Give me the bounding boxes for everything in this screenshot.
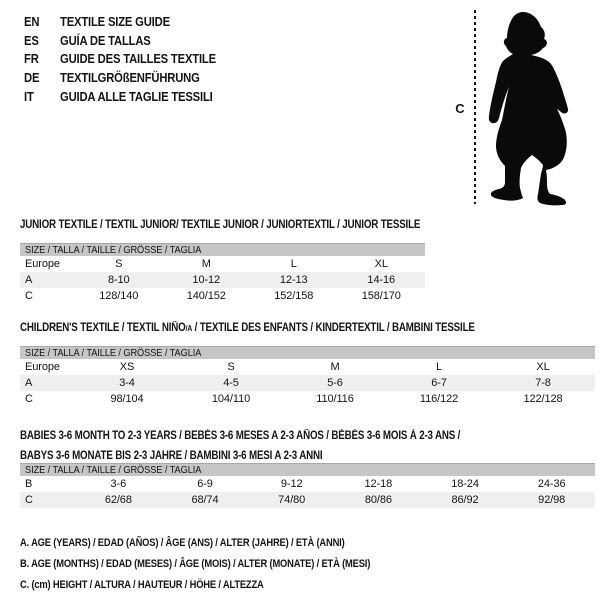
guide-title: TEXTILGRÖßENFÜHRUNG <box>60 71 200 86</box>
table-row <box>20 359 595 375</box>
table-cell: 158/170 <box>361 290 401 302</box>
row-label: Europe <box>25 258 60 270</box>
table-cell: M <box>330 361 340 373</box>
row-label: A <box>25 274 33 286</box>
row-label: C <box>25 494 33 506</box>
legend-footnotes <box>20 533 432 596</box>
table-cell: 18-24 <box>451 478 479 490</box>
children-title-text: CHILDREN'S TEXTILE / TEXTIL NIÑO <box>20 322 186 334</box>
table-cell: 24-36 <box>537 478 566 490</box>
table-cell: L <box>435 361 443 373</box>
height-measure-dashed-line <box>474 10 476 204</box>
junior-section-title: JUNIOR TEXTILE / TEXTIL JUNIOR/ TEXTILE JUNIOR / JUNIORTEXTIL / JUNIOR TESSILE <box>20 219 421 231</box>
table-cell: S <box>115 258 123 270</box>
table-cell: 128/140 <box>99 290 139 302</box>
language-code: FR <box>24 52 39 67</box>
table-cell: 9-12 <box>280 478 303 490</box>
table-cell: 116/122 <box>419 393 459 405</box>
table-cell: XL <box>536 361 550 373</box>
table-cell: 86/92 <box>451 494 479 506</box>
guide-title: GUIDA ALLE TAGLIE TESSILI <box>60 89 213 104</box>
list-item <box>24 87 233 106</box>
guide-title: TEXTILE SIZE GUIDE <box>60 15 170 30</box>
language-code: EN <box>24 15 40 30</box>
list-item <box>24 13 233 32</box>
footnote-a: A. AGE (YEARS) / EDAD (AÑOS) / ÂGE (ANS) / ALTER (JAHRE) / ETÀ (ANNI) <box>20 537 345 549</box>
table-cell: 80/86 <box>364 494 392 506</box>
table-row <box>20 375 595 391</box>
table-cell: 4-5 <box>223 377 239 389</box>
junior-size-table <box>20 243 425 304</box>
language-code: ES <box>24 33 39 48</box>
language-code: DE <box>24 71 40 86</box>
guide-title: GUIDE DES TAILLES TEXTILE <box>60 52 216 67</box>
table-cell: 3-6 <box>110 478 127 490</box>
size-header-bar <box>20 463 595 476</box>
table-cell: M <box>201 258 211 270</box>
children-section-title <box>20 322 475 335</box>
table-cell: XS <box>119 361 135 373</box>
babies-title-line1: BABIES 3-6 MONTH TO 2-3 YEARS / BEBÉS 3-6 MESES A 2-3 AÑOS / BÉBÉS 3-6 MOIS À 2-3 ANS / <box>20 430 461 442</box>
toddler-silhouette-image <box>478 8 578 208</box>
table-cell: L <box>290 258 297 270</box>
table-cell: XL <box>374 258 388 270</box>
table-cell: 104/110 <box>211 393 251 405</box>
size-header-bar <box>20 243 425 256</box>
table-cell: 98/104 <box>110 393 144 405</box>
list-item <box>24 32 233 51</box>
table-cell: 7-8 <box>535 377 551 389</box>
table-cell: 8-10 <box>107 274 130 286</box>
table-row <box>20 492 595 508</box>
table-cell: 3-4 <box>119 377 135 389</box>
table-cell: 68/74 <box>191 494 219 506</box>
babies-section-title <box>20 426 460 466</box>
guide-title: GUÍA DE TALLAS <box>60 33 151 48</box>
list-item <box>24 50 233 69</box>
table-row <box>20 256 425 272</box>
row-label: B <box>25 478 33 490</box>
row-label: C <box>25 290 33 302</box>
children-title-subscript: /A <box>185 324 193 333</box>
row-label: C <box>25 393 33 405</box>
row-label: Europe <box>25 361 60 373</box>
list-item <box>24 69 233 88</box>
table-row <box>20 391 595 407</box>
table-cell: 74/80 <box>278 494 306 506</box>
row-label: A <box>25 377 33 389</box>
table-row <box>20 272 425 288</box>
children-title-text: / TEXTILE DES ENFANTS / KINDERTEXTIL / BAMBINI TESSILE <box>192 322 475 334</box>
table-cell: 10-12 <box>192 274 221 286</box>
table-cell: 14-16 <box>367 274 396 286</box>
height-measure-label: C <box>455 101 465 116</box>
table-cell: 5-6 <box>327 377 343 389</box>
size-header-label: SIZE / TALLA / TAILLE / GRÖSSE / TAGLIA <box>25 464 202 476</box>
footnote-b: B. AGE (MONTHS) / EDAD (MESES) / ÂGE (MOIS) / ALTER (MONATE) / ETÀ (MESI) <box>20 558 371 570</box>
table-cell: 6-7 <box>431 377 447 389</box>
footnote-c: C. (cm) HEIGHT / ALTURA / HAUTEUR / HÖHE / ALTEZZA <box>20 579 264 591</box>
table-cell: 122/128 <box>523 393 563 405</box>
language-code: IT <box>24 89 34 104</box>
table-row <box>20 288 425 304</box>
table-cell: 62/68 <box>104 494 132 506</box>
size-header-label: SIZE / TALLA / TAILLE / GRÖSSE / TAGLIA <box>25 347 202 359</box>
table-cell: 92/98 <box>538 494 566 506</box>
babies-title-line2: BABYS 3-6 MONATE BIS 2-3 JAHRE / BAMBINI 3-6 MESI A 2-3 ANNI <box>20 450 323 462</box>
table-row <box>20 476 595 492</box>
babies-size-table <box>20 463 595 508</box>
language-title-list <box>24 13 233 106</box>
table-cell: 110/116 <box>316 393 354 405</box>
size-header-label: SIZE / TALLA / TAILLE / GRÖSSE / TAGLIA <box>25 244 202 256</box>
table-cell: 12-18 <box>364 478 393 490</box>
table-cell: S <box>227 361 235 373</box>
table-cell: 152/158 <box>274 290 314 302</box>
table-cell: 12-13 <box>279 274 308 286</box>
table-cell: 6-9 <box>197 478 213 490</box>
table-cell: 140/152 <box>186 290 226 302</box>
children-size-table <box>20 346 595 407</box>
size-header-bar <box>20 346 595 359</box>
